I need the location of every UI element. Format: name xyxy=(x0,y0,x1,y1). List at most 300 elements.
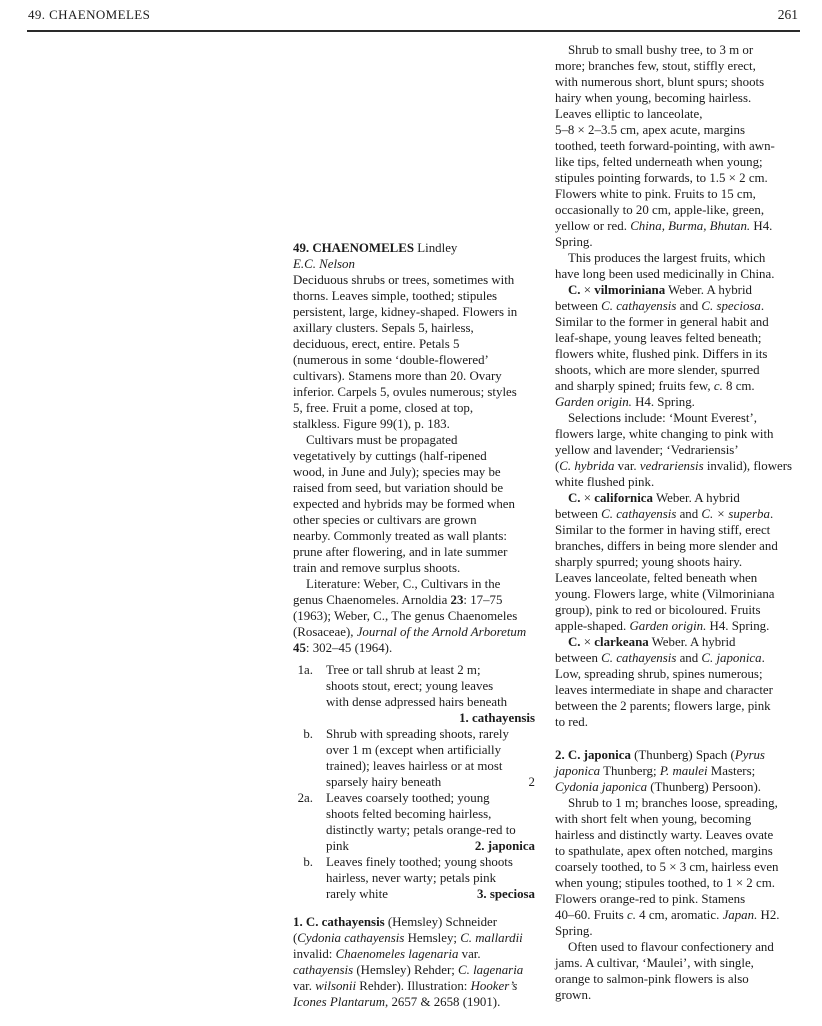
text-line xyxy=(326,854,535,870)
text-line xyxy=(555,154,797,170)
text-segment: young. Flowers large, white (Vilmoriniana xyxy=(555,587,775,601)
text-segment: . xyxy=(761,651,765,665)
text-segment: invalid), flowers xyxy=(703,459,793,473)
text-line xyxy=(555,42,797,58)
text-line xyxy=(326,886,535,902)
text-segment: Leaves lanceolate, felted beneath when xyxy=(555,571,758,585)
text-segment: axillary clusters. Sepals 5, hairless, xyxy=(293,321,474,335)
text-segment: 5–8 × 2–3.5 cm, apex acute, margins xyxy=(555,123,745,137)
text-segment: Weber. A hybrid xyxy=(652,491,740,505)
text-line xyxy=(555,58,797,74)
text-line xyxy=(293,528,535,544)
text-line xyxy=(293,512,535,528)
text-line xyxy=(555,394,797,410)
text-line xyxy=(555,266,797,282)
column-left xyxy=(293,240,535,1010)
text-segment: C. xyxy=(568,283,581,297)
cathayensis-note xyxy=(555,250,797,282)
text-segment: to spathulate, apex often notched, margins xyxy=(555,844,773,858)
text-line xyxy=(293,320,535,336)
text-segment: C. cathayensis xyxy=(601,651,677,665)
text-segment: 8 cm. xyxy=(722,379,755,393)
text-line xyxy=(555,618,797,634)
text-line xyxy=(555,314,797,330)
text-line xyxy=(555,458,797,474)
text-segment: (1963); Weber, C., The genus Chaenomeles xyxy=(293,609,518,623)
text-segment: Journal of the Arnold Arboretum xyxy=(356,625,527,639)
text-line xyxy=(293,640,535,656)
text-segment: wilsonii xyxy=(315,979,357,993)
text-segment: orange to salmon-pink flowers is also xyxy=(555,972,749,986)
text-segment: Deciduous shrubs or trees, sometimes with xyxy=(293,273,515,287)
text-line xyxy=(293,448,535,464)
text-segment: and sharply spined; fruits few, xyxy=(555,379,714,393)
text-segment: group), pink to red or bicoloured. Fruits xyxy=(555,603,761,617)
text-line xyxy=(555,907,797,923)
text-line xyxy=(555,570,797,586)
text-line xyxy=(293,240,535,256)
text-line xyxy=(293,978,535,994)
key-label: 2a. xyxy=(297,791,313,805)
text-segment: Hooker’s xyxy=(470,979,518,993)
text-segment: nearby. Commonly treated as wall plants: xyxy=(293,529,507,543)
text-segment: P. maulei xyxy=(659,764,708,778)
header-rule xyxy=(27,30,800,32)
text-segment: C. mallardii xyxy=(460,931,523,945)
text-segment: stipules pointing forwards, to 1.5 × 2 cm. xyxy=(555,171,768,185)
cultivation-note xyxy=(293,432,535,576)
text-line xyxy=(555,474,797,490)
text-line xyxy=(555,779,797,795)
text-segment: Hemsley; xyxy=(404,931,461,945)
text-segment: trained); leaves hairless or at most xyxy=(326,759,503,773)
text-segment: to red. xyxy=(555,715,588,729)
text-segment: Leaves coarsely toothed; young xyxy=(326,791,490,805)
text-segment: Shrub with spreading shoots, rarely xyxy=(326,727,509,741)
text-line xyxy=(293,994,535,1010)
text-line xyxy=(555,795,797,811)
text-segment: yellow or red. xyxy=(555,219,631,233)
text-line xyxy=(555,971,797,987)
text-line xyxy=(555,282,797,298)
text-segment: Cultivars must be propagated xyxy=(306,433,458,447)
text-segment: Literature: Weber, C., Cultivars in the xyxy=(306,577,501,591)
text-segment: rarely white xyxy=(326,887,388,901)
text-segment: stalkless. Figure 99(1), p. 183. xyxy=(293,417,450,431)
text-segment: 49. CHAENOMELES xyxy=(293,241,415,255)
text-segment: more; branches few, stout, stiffly erect, xyxy=(555,59,756,73)
text-line xyxy=(555,410,797,426)
text-line xyxy=(555,987,797,1003)
cathayensis-description xyxy=(555,42,797,250)
text-segment: white flushed pink. xyxy=(555,475,655,489)
text-segment: ( xyxy=(555,459,560,473)
text-segment: (Hemsley) Schneider xyxy=(384,915,498,929)
text-segment: ( xyxy=(293,931,298,945)
text-segment: . xyxy=(760,299,765,313)
vilmoriniana-selections xyxy=(555,410,797,490)
text-segment: Shrub to small bushy tree, to 3 m or xyxy=(568,43,754,57)
text-segment: shoots, which are more slender, spurred xyxy=(555,363,760,377)
text-line xyxy=(555,827,797,843)
text-segment: Masters; xyxy=(707,764,756,778)
species-entry-cathayensis xyxy=(293,914,535,1010)
key-item xyxy=(293,662,535,726)
text-line xyxy=(293,592,535,608)
literature-citation xyxy=(293,576,535,656)
text-segment: 40–60. Fruits xyxy=(555,908,627,922)
genus-heading xyxy=(293,240,535,256)
text-segment: × xyxy=(580,491,595,505)
text-segment: raised from seed, but variation should be xyxy=(293,481,504,495)
text-segment: shoots stout, erect; young leaves xyxy=(326,679,494,693)
text-line xyxy=(293,256,535,272)
text-line xyxy=(555,442,797,458)
column-right xyxy=(555,42,797,1003)
text-segment: distinctly warty; petals orange-red to xyxy=(326,823,516,837)
text-segment: 3. speciosa xyxy=(476,887,535,901)
text-segment: between xyxy=(555,299,602,313)
text-line xyxy=(555,186,797,202)
text-segment: pink xyxy=(326,839,349,853)
key-lead-target xyxy=(529,774,535,790)
text-segment: other species or cultivars are grown xyxy=(293,513,477,527)
text-segment: sparsely hairy beneath xyxy=(326,775,442,789)
key-label: b. xyxy=(303,855,313,869)
text-segment: Leaves finely toothed; young shoots xyxy=(326,855,513,869)
key-lead-target xyxy=(459,710,535,726)
text-segment: when young; stipules toothed, to 1 × 2 cm. xyxy=(555,876,775,890)
text-segment: C. cathayensis xyxy=(601,299,677,313)
text-segment: coarsely toothed, to 5 × 3 cm, hairless even xyxy=(555,860,779,874)
text-segment: : 17–75 xyxy=(463,593,503,607)
text-segment: Icones Plantarum xyxy=(293,995,386,1009)
text-line xyxy=(555,763,797,779)
japonica-description xyxy=(555,795,797,939)
text-segment: C. cathayensis xyxy=(601,507,677,521)
author-byline xyxy=(293,256,535,272)
text-line xyxy=(293,624,535,640)
text-segment: (Thunberg) Spach ( xyxy=(630,748,735,762)
text-segment: Often used to flavour confectionery and xyxy=(568,940,774,954)
text-segment: invalid: xyxy=(293,947,336,961)
text-line xyxy=(326,790,535,806)
text-segment: C. × superba xyxy=(701,507,770,521)
text-segment: genus Chaenomeles. Arnoldia xyxy=(293,593,451,607)
key-item xyxy=(293,790,535,854)
text-segment: 23 xyxy=(450,593,464,607)
text-segment: leaves intermediate in shape and character xyxy=(555,683,773,697)
text-line xyxy=(555,554,797,570)
text-segment: cultivars). Stamens more than 20. Ovary xyxy=(293,369,502,383)
text-segment: Garden origin. xyxy=(555,395,632,409)
text-segment: japonica xyxy=(555,764,601,778)
text-line xyxy=(293,304,535,320)
text-segment: C. japonica xyxy=(701,651,762,665)
text-line xyxy=(326,662,535,678)
text-line xyxy=(293,416,535,432)
text-line xyxy=(293,930,535,946)
text-segment: Low, spreading shrub, spines numerous; xyxy=(555,667,763,681)
text-segment: var. xyxy=(614,459,640,473)
text-line xyxy=(326,678,535,694)
text-line xyxy=(293,368,535,384)
text-line xyxy=(555,634,797,650)
text-line xyxy=(555,843,797,859)
text-segment: apple-shaped. xyxy=(555,619,630,633)
text-segment: H4. xyxy=(750,219,773,233)
text-segment: C. lagenaria xyxy=(458,963,524,977)
text-segment: vegetatively by cuttings (half-ripened xyxy=(293,449,487,463)
text-line xyxy=(293,400,535,416)
text-line xyxy=(293,480,535,496)
identification-key xyxy=(293,662,535,902)
text-segment: × xyxy=(580,283,595,297)
text-segment: 1. C. cathayensis xyxy=(293,915,385,929)
text-line xyxy=(555,859,797,875)
key-item xyxy=(293,726,535,790)
text-segment: branches, differs in being more slender and xyxy=(555,539,778,553)
text-segment: Spring. xyxy=(555,924,593,938)
text-segment: Cydonia cathayensis xyxy=(297,931,405,945)
genus-description xyxy=(293,272,535,432)
text-segment: hairless, never warty; petals pink xyxy=(326,871,497,885)
text-line xyxy=(555,682,797,698)
text-segment: expected and hybrids may be formed when xyxy=(293,497,515,511)
text-segment: over 1 m (except when artificially xyxy=(326,743,502,757)
text-segment: and xyxy=(676,507,702,521)
text-segment: Selections include: ‘Mount Everest’, xyxy=(568,411,758,425)
text-segment: Garden origin. xyxy=(629,619,707,633)
text-line xyxy=(293,272,535,288)
text-line xyxy=(326,742,535,758)
text-line xyxy=(555,714,797,730)
text-segment: Flowers white to pink. Fruits to 15 cm, xyxy=(555,187,756,201)
text-line xyxy=(555,298,797,314)
text-line xyxy=(293,432,535,448)
text-line xyxy=(293,608,535,624)
text-line xyxy=(293,914,535,930)
text-segment: Similar to the former in having stiff, erect xyxy=(555,523,771,537)
text-segment: C. hybrida xyxy=(559,459,615,473)
text-line xyxy=(326,838,535,854)
text-segment: var. xyxy=(458,947,481,961)
text-segment: Pyrus xyxy=(734,748,765,762)
text-line xyxy=(555,250,797,266)
text-line xyxy=(326,758,535,774)
text-segment: flowers white, flushed pink. Differs in its xyxy=(555,347,768,361)
key-lead-target xyxy=(477,886,535,902)
text-segment: vilmoriniana xyxy=(594,283,666,297)
text-segment: thorns. Leaves simple, toothed; stipules xyxy=(293,289,498,303)
text-line xyxy=(555,202,797,218)
text-segment: grown. xyxy=(555,988,592,1002)
text-segment: jams. A cultivar, ‘Maulei’, with single, xyxy=(555,956,754,970)
text-segment: Lindley xyxy=(414,241,458,255)
text-line xyxy=(293,962,535,978)
text-segment: Weber. A hybrid xyxy=(665,283,752,297)
key-label: b. xyxy=(303,727,313,741)
text-segment: 4 cm, aromatic. xyxy=(635,908,723,922)
text-segment: C. xyxy=(568,491,581,505)
text-segment: Chaenomeles lagenaria xyxy=(335,947,459,961)
text-line xyxy=(293,576,535,592)
text-segment: deciduous, erect, entire. Petals 5 xyxy=(293,337,460,351)
text-line xyxy=(555,346,797,362)
japonica-note xyxy=(555,939,797,1003)
text-line xyxy=(293,352,535,368)
text-line xyxy=(555,362,797,378)
text-line xyxy=(555,74,797,90)
text-line xyxy=(555,490,797,506)
key-lead-target xyxy=(475,838,535,854)
text-segment: 1. cathayensis xyxy=(459,711,535,725)
text-segment: H4. Spring. xyxy=(631,395,695,409)
text-line xyxy=(555,90,797,106)
text-line xyxy=(555,586,797,602)
text-line xyxy=(326,726,535,742)
text-line xyxy=(293,496,535,512)
text-segment: hairy when young, becoming hairless. xyxy=(555,91,752,105)
text-segment: wood, in June and July); species may be xyxy=(293,465,501,479)
text-segment: train and remove surplus shoots. xyxy=(293,561,461,575)
text-segment: Tree or tall shrub at least 2 m; xyxy=(326,663,481,677)
text-segment: C. speciosa xyxy=(701,299,761,313)
text-line xyxy=(555,747,797,763)
running-head: 49. CHAENOMELES xyxy=(28,7,151,22)
text-segment: c. xyxy=(626,908,636,922)
text-segment: with short felt when young, becoming xyxy=(555,812,752,826)
text-line xyxy=(326,774,535,790)
text-segment: Similar to the former in general habit and xyxy=(555,315,769,329)
text-segment: × xyxy=(580,635,595,649)
text-line xyxy=(555,106,797,122)
text-line xyxy=(555,602,797,618)
text-segment: Japan. xyxy=(722,908,758,922)
text-segment: (Rosaceae), xyxy=(293,625,357,639)
text-segment: 2. C. japonica xyxy=(555,748,631,762)
text-segment: yellow and lavender; ‘Vedrariensis’ xyxy=(555,443,739,457)
text-segment: : 302–45 (1964). xyxy=(305,641,393,655)
text-line xyxy=(555,122,797,138)
text-line xyxy=(555,891,797,907)
text-segment: and xyxy=(676,299,702,313)
text-segment: like tips, felted underneath when young; xyxy=(555,155,763,169)
text-segment: (numerous in some ‘double-flowered’ xyxy=(293,353,489,367)
text-line xyxy=(326,822,535,838)
text-line xyxy=(555,650,797,666)
text-line xyxy=(555,538,797,554)
text-line xyxy=(555,923,797,939)
text-segment: 45 xyxy=(293,641,306,655)
text-segment: (Thunberg) Persoon). xyxy=(647,780,761,794)
text-line xyxy=(555,218,797,234)
text-line xyxy=(555,522,797,538)
text-segment: leaf-shape, young leaves felted beneath; xyxy=(555,331,762,345)
text-segment: H4. Spring. xyxy=(706,619,770,633)
text-line xyxy=(555,170,797,186)
text-segment: flowers large, white changing to pink with xyxy=(555,427,774,441)
text-segment: var. xyxy=(293,979,316,993)
key-label: 1a. xyxy=(297,663,313,677)
text-segment: cathayensis xyxy=(293,963,354,977)
species-entry-japonica xyxy=(555,747,797,795)
text-segment: 2. japonica xyxy=(474,839,535,853)
text-segment: Thunberg; xyxy=(600,764,660,778)
text-segment: This produces the largest fruits, which xyxy=(568,251,766,265)
text-line xyxy=(293,560,535,576)
text-segment: China, Burma, Bhutan. xyxy=(630,219,751,233)
text-line xyxy=(555,426,797,442)
text-segment: clarkeana xyxy=(594,635,649,649)
text-line xyxy=(555,138,797,154)
text-line xyxy=(555,378,797,394)
text-line xyxy=(293,336,535,352)
text-line xyxy=(293,464,535,480)
text-line xyxy=(555,234,797,250)
text-segment: Cydonia japonica xyxy=(555,780,648,794)
text-segment: inferior. Carpels 5, ovules numerous; styles xyxy=(293,385,517,399)
text-segment: 5, free. Fruit a pome, closed at top, xyxy=(293,401,474,415)
text-line xyxy=(293,384,535,400)
text-segment: californica xyxy=(594,491,653,505)
text-segment: between the 2 parents; flowers large, pink xyxy=(555,699,771,713)
text-line xyxy=(555,811,797,827)
text-segment: H2. xyxy=(757,908,780,922)
text-segment: c. xyxy=(713,379,723,393)
text-line xyxy=(555,875,797,891)
text-line xyxy=(326,870,535,886)
text-line xyxy=(326,806,535,822)
text-line xyxy=(555,698,797,714)
text-line xyxy=(555,939,797,955)
text-segment: Spring. xyxy=(555,235,593,249)
text-line xyxy=(555,330,797,346)
text-segment: 2 xyxy=(528,775,535,789)
text-segment: between xyxy=(555,651,602,665)
text-segment: Shrub to 1 m; branches loose, spreading, xyxy=(568,796,778,810)
hybrid-californica xyxy=(555,490,797,634)
hybrid-vilmoriniana xyxy=(555,282,797,410)
text-segment: C. xyxy=(568,635,581,649)
text-segment: Rehder). Illustration: xyxy=(356,979,471,993)
text-segment: prune after flowering, and in late summer xyxy=(293,545,508,559)
text-segment: persistent, large, kidney-shaped. Flowers in xyxy=(293,305,518,319)
text-segment: E.C. Nelson xyxy=(293,257,355,271)
text-line xyxy=(555,666,797,682)
text-segment: Leaves elliptic to lanceolate, xyxy=(555,107,703,121)
text-segment: vedrariensis xyxy=(639,459,704,473)
text-line xyxy=(293,946,535,962)
text-segment: hairless and distinctly warty. Leaves ovate xyxy=(555,828,774,842)
page-number: 261 xyxy=(777,7,798,22)
text-segment: shoots felted becoming hairless, xyxy=(326,807,492,821)
text-segment: occasionally to 20 cm, apple-like, green, xyxy=(555,203,765,217)
text-line xyxy=(326,710,535,726)
text-segment: , 2657 & 2658 (1901). xyxy=(385,995,501,1009)
text-segment: sharply spurred; young shoots hairy. xyxy=(555,555,743,569)
text-line xyxy=(293,544,535,560)
text-segment: Weber. A hybrid xyxy=(648,635,736,649)
text-segment: with numerous short, blunt spurs; shoots xyxy=(555,75,765,89)
text-line xyxy=(555,506,797,522)
text-segment: Flowers orange-red to pink. Stamens xyxy=(555,892,746,906)
text-segment: between xyxy=(555,507,602,521)
text-segment: (Hemsley) Rehder; xyxy=(353,963,459,977)
text-segment: have long been used medicinally in China. xyxy=(555,267,775,281)
text-segment: . xyxy=(769,507,774,521)
text-line xyxy=(326,694,535,710)
